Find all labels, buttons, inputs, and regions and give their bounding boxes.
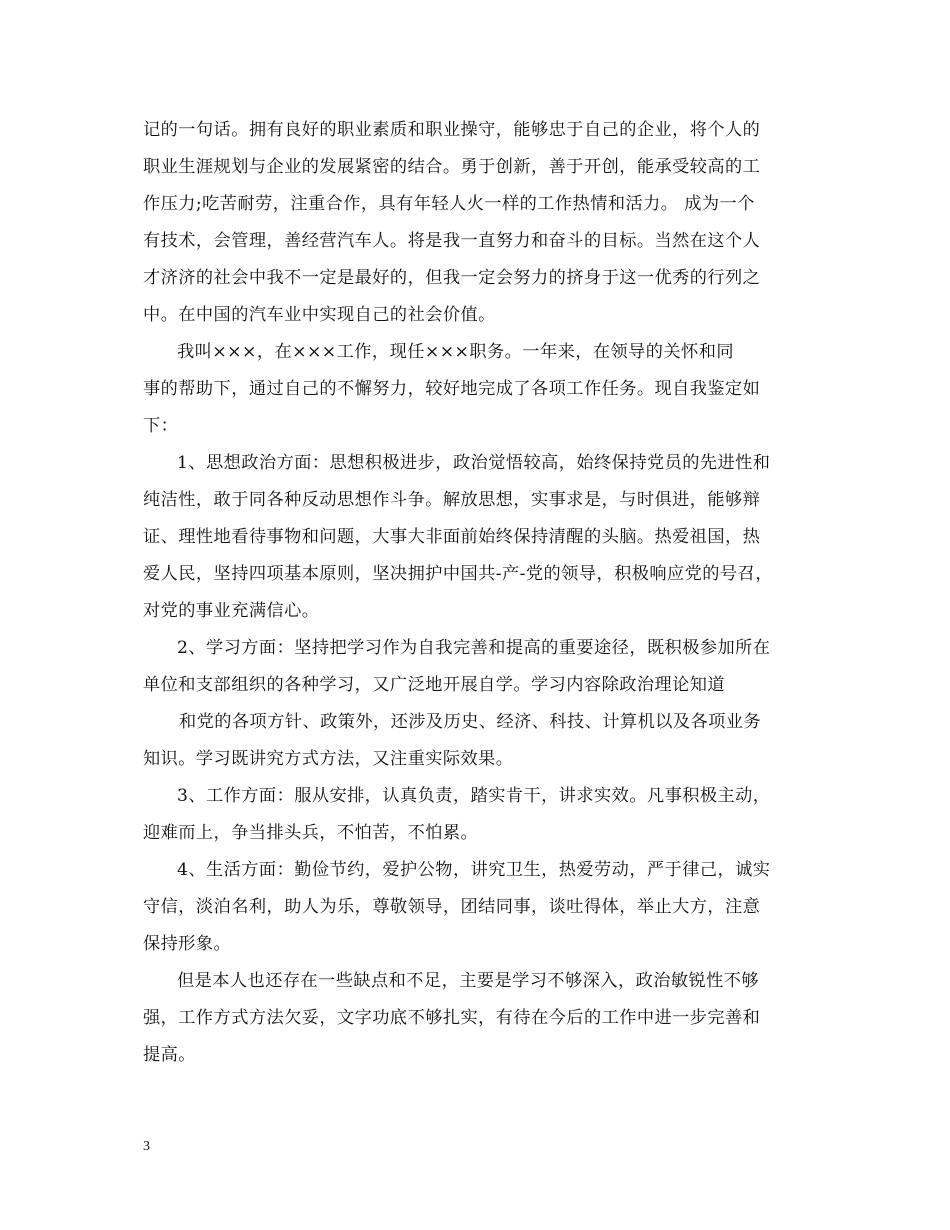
text-line: 记的一句话。拥有良好的职业素质和职业操守，能够忠于自己的企业，将个人的	[143, 120, 761, 140]
text-line: 纯洁性，敢于同各种反动思想作斗争。解放思想，实事求是，与时俱进，能够辩	[143, 490, 761, 510]
paragraph-first-line: 1、思想政治方面：思想积极进步，政治觉悟较高，始终保持党员的先进性和	[177, 453, 771, 473]
text-line: 中。在中国的汽车业中实现自己的社会价值。	[143, 305, 496, 325]
text-line: 保持形象。	[143, 934, 232, 954]
text-line: 知识。学习既讲究方式方法，又注重实际效果。	[143, 749, 514, 769]
text-line: 下：	[143, 416, 179, 436]
paragraph-first-line: 但是本人也还存在一些缺点和不足，主要是学习不够深入，政治敏锐性不够	[177, 971, 760, 991]
text-line: 职业生涯规划与企业的发展紧密的结合。勇于创新，善于开创，能承受较高的工	[143, 157, 761, 177]
text-line: 有技术，会管理，善经营汽车人。将是我一直努力和奋斗的目标。当然在这个人	[143, 231, 761, 251]
text-line: 才济济的社会中我不一定是最好的，但我一定会努力的挤身于这一优秀的行列之	[143, 268, 761, 288]
page-number: 3	[143, 1139, 150, 1154]
text-line: 提高。	[143, 1045, 196, 1065]
text-line: 对党的事业充满信心。	[143, 601, 320, 621]
text-line: 和党的各项方针、政策外，还涉及历史、经济、科技、计算机以及各项业务	[179, 712, 762, 732]
paragraph-first-line: 4、生活方面：勤俭节约，爱护公物，讲究卫生，热爱劳动，严于律己，诚实	[177, 860, 771, 880]
text-line: 强，工作方式方法欠妥，文字功底不够扎实，有待在今后的工作中进一步完善和	[143, 1008, 761, 1028]
text-line: 事的帮助下，通过自己的不懈努力，较好地完成了各项工作任务。现自我鉴定如	[143, 379, 761, 399]
text-line: 单位和支部组织的各种学习，又广泛地开展自学。学习内容除政治理论知道	[143, 675, 726, 695]
paragraph-first-line: 2、学习方面：坚持把学习作为自我完善和提高的重要途径，既积极参加所在	[177, 638, 771, 658]
text-line: 证、理性地看待事物和问题，大事大非面前始终保持清醒的头脑。热爱祖国，热	[143, 527, 761, 547]
paragraph-first-line: 我叫×××，在×××工作，现任×××职务。一年来，在领导的关怀和同	[177, 342, 734, 362]
text-line: 迎难而上，争当排头兵，不怕苦，不怕累。	[143, 823, 479, 843]
text-line: 作压力;吃苦耐劳，注重合作，具有年轻人火一样的工作热情和活力。 成为一个	[143, 194, 755, 214]
text-line: 守信，淡泊名利，助人为乐，尊敬领导，团结同事，谈吐得体，举止大方，注意	[143, 897, 761, 917]
paragraph-first-line: 3、工作方面：服从安排，认真负责，踏实肯干，讲求实效。凡事积极主动，	[177, 786, 771, 806]
text-line: 爱人民，坚持四项基本原则，坚决拥护中国共-产-党的领导，积极响应党的号召，	[143, 564, 773, 584]
